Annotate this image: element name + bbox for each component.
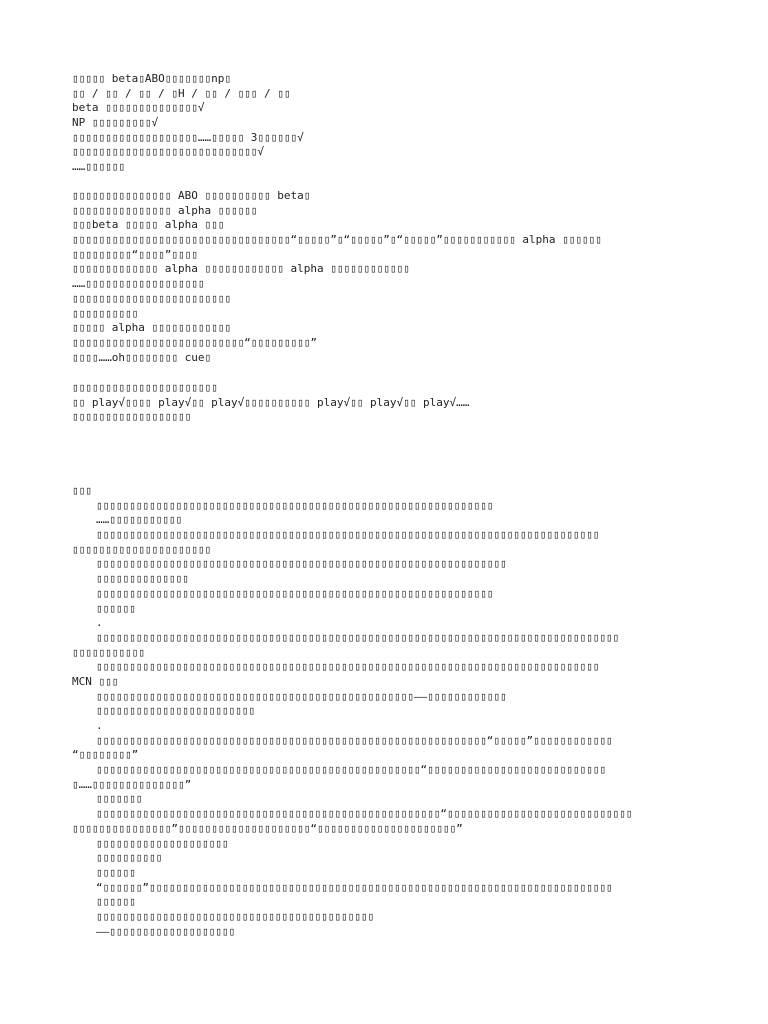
body-line: ▯▯▯▯▯▯	[96, 865, 136, 879]
body-line: ▯▯▯▯▯▯▯▯▯▯▯	[72, 645, 145, 659]
body-line: .	[96, 616, 103, 630]
tags-line: ▯▯▯▯▯ alpha ▯▯▯▯▯▯▯▯▯▯▯▯	[72, 321, 231, 335]
body-line: ……▯▯▯▯▯▯▯▯▯▯▯	[96, 513, 183, 527]
body-line: ——▯▯▯▯▯▯▯▯▯▯▯▯▯▯▯▯▯▯▯	[96, 924, 236, 938]
body-line: ▯▯▯▯▯▯▯▯▯▯	[96, 851, 163, 865]
body-line: ▯▯▯▯▯▯▯▯▯▯▯▯▯▯▯▯▯▯▯▯▯▯▯▯▯▯▯▯▯▯▯▯▯▯▯▯▯▯▯▯▯▯▯▯▯▯▯▯▯▯▯▯▯▯▯▯▯▯▯▯▯▯▯▯▯▯▯▯▯▯▯▯▯▯▯▯	[96, 660, 600, 674]
body-line: “▯▯▯▯▯▯”▯▯▯▯▯▯▯▯▯▯▯▯▯▯▯▯▯▯▯▯▯▯▯▯▯▯▯▯▯▯▯▯▯▯▯▯▯▯▯▯▯▯▯▯▯▯▯▯▯▯▯▯▯▯▯▯▯▯▯▯▯▯▯▯▯▯▯▯▯▯	[96, 880, 613, 894]
header-line: ……▯▯▯▯▯▯	[72, 160, 125, 174]
tags-line: ▯▯▯▯▯▯▯▯▯▯▯▯▯▯▯ alpha ▯▯▯▯▯▯	[72, 203, 258, 217]
body-line: ▯▯▯▯▯▯▯▯▯▯▯▯▯▯▯▯▯▯▯▯▯▯▯▯▯▯▯▯▯▯▯▯▯▯▯▯▯▯▯▯▯▯▯▯▯▯▯▯▯▯▯▯▯▯▯▯▯▯▯▯▯▯	[96, 557, 507, 571]
tags-line: ▯▯▯▯▯▯▯▯▯▯▯▯▯▯▯▯▯▯▯▯▯▯▯▯	[72, 291, 231, 305]
tags-line: ▯▯▯▯▯▯▯▯▯“▯▯▯▯”▯▯▯▯	[72, 247, 198, 261]
body-line: ▯▯▯▯▯▯▯▯▯▯▯▯▯▯▯▯▯▯▯▯▯▯▯▯	[96, 704, 255, 718]
body-line: MCN ▯▯▯	[72, 674, 119, 688]
tags-line: ▯▯▯▯▯▯▯▯▯▯▯▯▯ alpha ▯▯▯▯▯▯▯▯▯▯▯▯ alpha ▯▯▯▯▯▯▯▯▯▯▯▯	[72, 262, 410, 276]
play-line: ▯▯ play√▯▯▯▯ play√▯▯ play√▯▯▯▯▯▯▯▯▯▯ play√▯▯ play√▯▯ play√……	[72, 395, 470, 409]
body-block	[72, 484, 712, 939]
play-block	[72, 381, 712, 425]
body-line: ▯▯▯▯▯▯▯▯▯▯▯▯▯▯▯▯▯▯▯▯▯▯▯▯▯▯▯▯▯▯▯▯▯▯▯▯▯▯▯▯▯▯	[96, 909, 375, 923]
tags-line: ▯▯▯▯▯▯▯▯▯▯	[72, 306, 139, 320]
header-line: NP ▯▯▯▯▯▯▯▯▯√	[72, 116, 159, 130]
tags-block	[72, 189, 712, 365]
play-line: ▯▯▯▯▯▯▯▯▯▯▯▯▯▯▯▯▯▯▯▯▯▯	[72, 381, 218, 394]
body-line: ▯▯▯	[72, 484, 92, 497]
header-line: beta ▯▯▯▯▯▯▯▯▯▯▯▯▯▯√	[72, 101, 205, 115]
body-line: ▯▯▯▯▯▯▯▯▯▯▯▯▯▯▯▯▯▯▯▯▯▯▯▯▯▯▯▯▯▯▯▯▯▯▯▯▯▯▯▯▯▯▯▯▯▯▯▯▯“▯▯▯▯▯▯▯▯▯▯▯▯▯▯▯▯▯▯▯▯▯▯▯▯▯▯▯	[96, 763, 606, 777]
tags-line: ▯▯▯▯……oh▯▯▯▯▯▯▯▯ cue▯	[72, 350, 212, 364]
body-line: “▯▯▯▯▯▯▯▯”	[72, 748, 139, 762]
tags-line: ▯▯▯▯▯▯▯▯▯▯▯▯▯▯▯▯▯▯▯▯▯▯▯▯▯▯“▯▯▯▯▯▯▯▯▯”	[72, 335, 318, 349]
header-line: ▯▯▯▯▯▯▯▯▯▯▯▯▯▯▯▯▯▯▯▯▯▯▯▯▯▯▯▯√	[72, 145, 265, 159]
body-line: ▯▯▯▯▯▯▯	[96, 792, 143, 806]
body-line: ▯▯▯▯▯▯▯▯▯▯▯▯▯▯▯▯▯▯▯▯▯▯▯▯▯▯▯▯▯▯▯▯▯▯▯▯▯▯▯▯▯▯▯▯▯▯▯▯▯▯▯▯▯▯▯▯▯▯▯▯▯▯▯▯▯▯▯▯▯▯▯▯▯▯▯▯▯▯▯	[96, 630, 620, 644]
header-line: ▯▯ / ▯▯ / ▯▯ / ▯H / ▯▯ / ▯▯▯ / ▯▯	[72, 86, 291, 100]
tags-line: ▯▯▯▯▯▯▯▯▯▯▯▯▯▯▯ ABO ▯▯▯▯▯▯▯▯▯▯ beta▯	[72, 189, 311, 202]
body-line: .	[96, 719, 103, 732]
body-line: ▯▯▯▯▯▯▯▯▯▯▯▯▯▯▯▯▯▯▯▯▯	[72, 542, 212, 556]
header-line: ▯▯▯▯▯ beta▯ABO▯▯▯▯▯▯▯np▯	[72, 72, 231, 85]
body-line: ▯▯▯▯▯▯▯▯▯▯▯▯▯▯▯▯▯▯▯▯▯▯▯▯▯▯▯▯▯▯▯▯▯▯▯▯▯▯▯▯▯▯▯▯▯▯▯▯▯▯▯▯▯▯▯▯▯▯▯▯▯▯▯▯▯▯▯▯▯▯▯▯▯▯▯▯	[96, 528, 600, 542]
header-line: ▯▯▯▯▯▯▯▯▯▯▯▯▯▯▯▯▯▯▯……▯▯▯▯▯ 3▯▯▯▯▯▯√	[72, 130, 304, 144]
body-line: ▯▯▯▯▯▯▯▯▯▯▯▯▯▯▯▯▯▯▯▯	[96, 836, 229, 850]
body-line: ▯▯▯▯▯▯	[96, 895, 136, 909]
tags-line: ……▯▯▯▯▯▯▯▯▯▯▯▯▯▯▯▯▯▯	[72, 277, 205, 291]
body-line: ▯▯▯▯▯▯▯▯▯▯▯▯▯▯▯▯▯▯▯▯▯▯▯▯▯▯▯▯▯▯▯▯▯▯▯▯▯▯▯▯▯▯▯▯▯▯▯▯▯▯▯▯▯▯▯▯▯▯▯“▯▯▯▯▯”▯▯▯▯▯▯▯▯▯▯▯▯	[96, 733, 613, 747]
body-line: ▯▯▯▯▯▯▯▯▯▯▯▯▯▯▯▯▯▯▯▯▯▯▯▯▯▯▯▯▯▯▯▯▯▯▯▯▯▯▯▯▯▯▯▯▯▯▯▯▯▯▯▯“▯▯▯▯▯▯▯▯▯▯▯▯▯▯▯▯▯▯▯▯▯▯▯▯▯▯▯▯	[96, 807, 633, 821]
body-line: ▯▯▯▯▯▯▯▯▯▯▯▯▯▯▯▯▯▯▯▯▯▯▯▯▯▯▯▯▯▯▯▯▯▯▯▯▯▯▯▯▯▯▯▯▯▯▯▯▯▯▯▯▯▯▯▯▯▯▯▯	[96, 586, 494, 600]
body-line: ▯▯▯▯▯▯▯▯▯▯▯▯▯▯	[96, 572, 189, 586]
body-line: ▯▯▯▯▯▯▯▯▯▯▯▯▯▯▯▯▯▯▯▯▯▯▯▯▯▯▯▯▯▯▯▯▯▯▯▯▯▯▯▯▯▯▯▯▯▯▯▯▯▯▯▯▯▯▯▯▯▯▯▯	[96, 498, 494, 512]
tags-line: ▯▯▯▯▯▯▯▯▯▯▯▯▯▯▯▯▯▯▯▯▯▯▯▯▯▯▯▯▯▯▯▯▯“▯▯▯▯▯”▯“▯▯▯▯▯”▯“▯▯▯▯▯”▯▯▯▯▯▯▯▯▯▯▯ alpha ▯▯▯▯▯▯	[72, 233, 602, 247]
tags-line: ▯▯▯beta ▯▯▯▯▯ alpha ▯▯▯	[72, 218, 225, 232]
header-block	[72, 72, 712, 175]
body-line: ▯▯▯▯▯▯▯▯▯▯▯▯▯▯▯”▯▯▯▯▯▯▯▯▯▯▯▯▯▯▯▯▯▯▯▯“▯▯▯▯▯▯▯▯▯▯▯▯▯▯▯▯▯▯▯▯▯”	[72, 821, 463, 835]
body-line: ▯▯▯▯▯▯	[96, 601, 136, 615]
body-line: ▯……▯▯▯▯▯▯▯▯▯▯▯▯▯▯”	[72, 777, 192, 791]
body-line: ▯▯▯▯▯▯▯▯▯▯▯▯▯▯▯▯▯▯▯▯▯▯▯▯▯▯▯▯▯▯▯▯▯▯▯▯▯▯▯▯▯▯▯▯▯▯▯▯——▯▯▯▯▯▯▯▯▯▯▯▯	[96, 689, 507, 703]
play-line: ▯▯▯▯▯▯▯▯▯▯▯▯▯▯▯▯▯▯	[72, 410, 192, 424]
